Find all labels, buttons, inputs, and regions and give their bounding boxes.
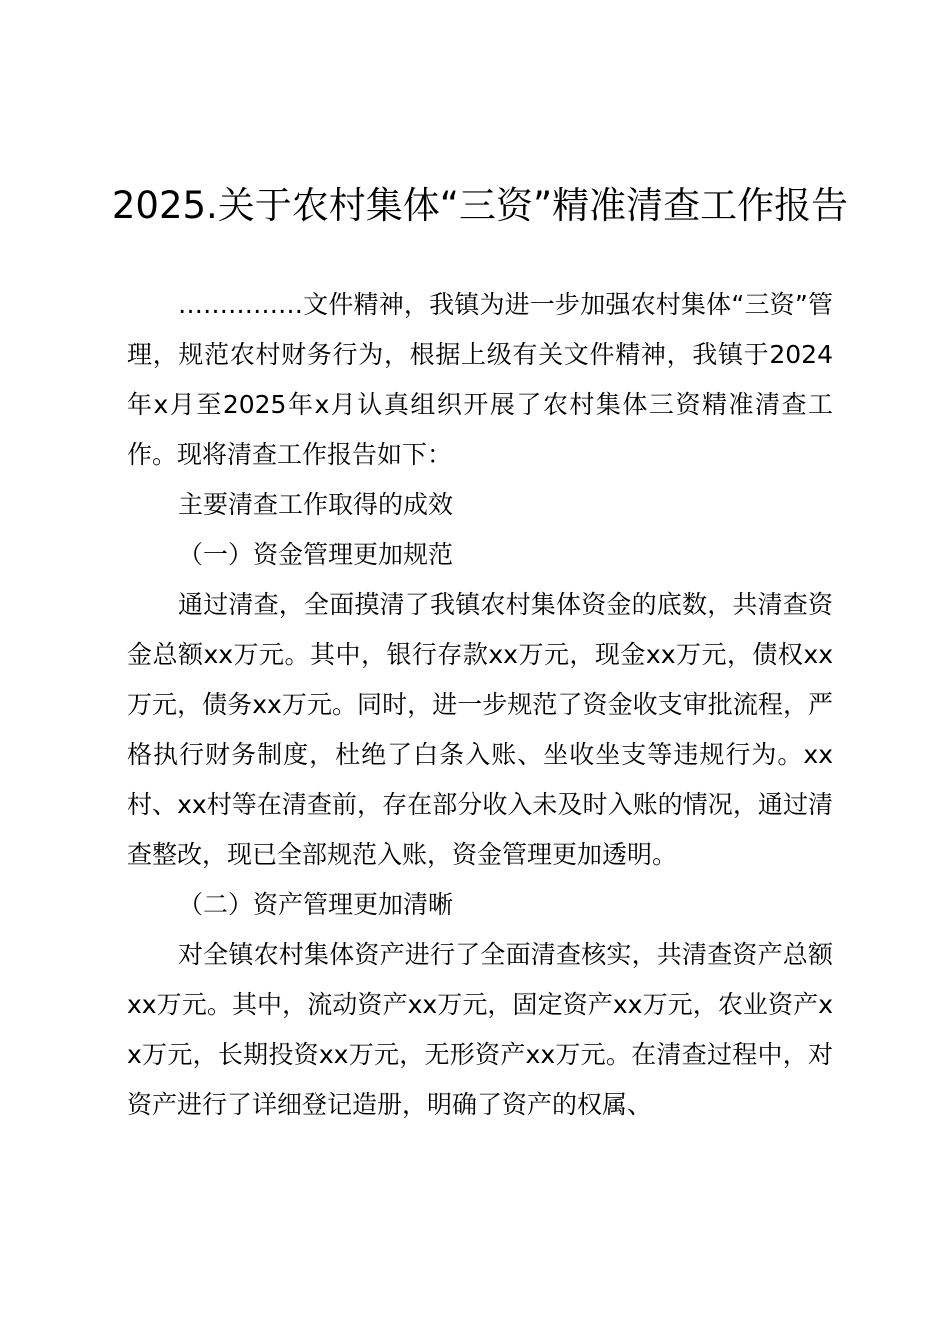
- intro-paragraph: ……………文件精神，我镇为进一步加强农村集体“三资”管理，规范农村财务行为，根据上级有关文件精神，我镇于2024年x月至2025年x月认真组织开展了农村集体三资精准清查工作。现将清查工作报告如下：: [127, 290, 833, 469]
- funds-paragraph: 通过清查，全面摸清了我镇农村集体资金的底数，共清查资金总额xx万元。其中，银行存款xx万元，现金xx万元，债权xx万元，债务xx万元。同时，进一步规范了资金收支审批流程，严格执行财务制度，杜绝了白条入账、坐收坐支等违规行为。xx村、xx村等在清查前，存在部分收入未及时入账的情况，通过清查整改，现已全部规范入账，资金管理更加透明。: [127, 590, 833, 869]
- assets-paragraph: 对全镇农村集体资产进行了全面清查核实，共清查资产总额xx万元。其中，流动资产xx万元，固定资产xx万元，农业资产xx万元，长期投资xx万元，无形资产xx万元。在清查过程中，对资产进行了详细登记造册，明确了资产的权属、: [127, 940, 833, 1119]
- subsection-heading-funds: （一）资金管理更加规范: [178, 540, 454, 569]
- section-heading-achievements: 主要清查工作取得的成效: [178, 490, 454, 519]
- document-body: [127, 280, 833, 1130]
- document-title: 2025.关于农村集体“三资”精准清查工作报告: [111, 184, 849, 227]
- subsection-heading-assets: （二）资产管理更加清晰: [178, 890, 454, 919]
